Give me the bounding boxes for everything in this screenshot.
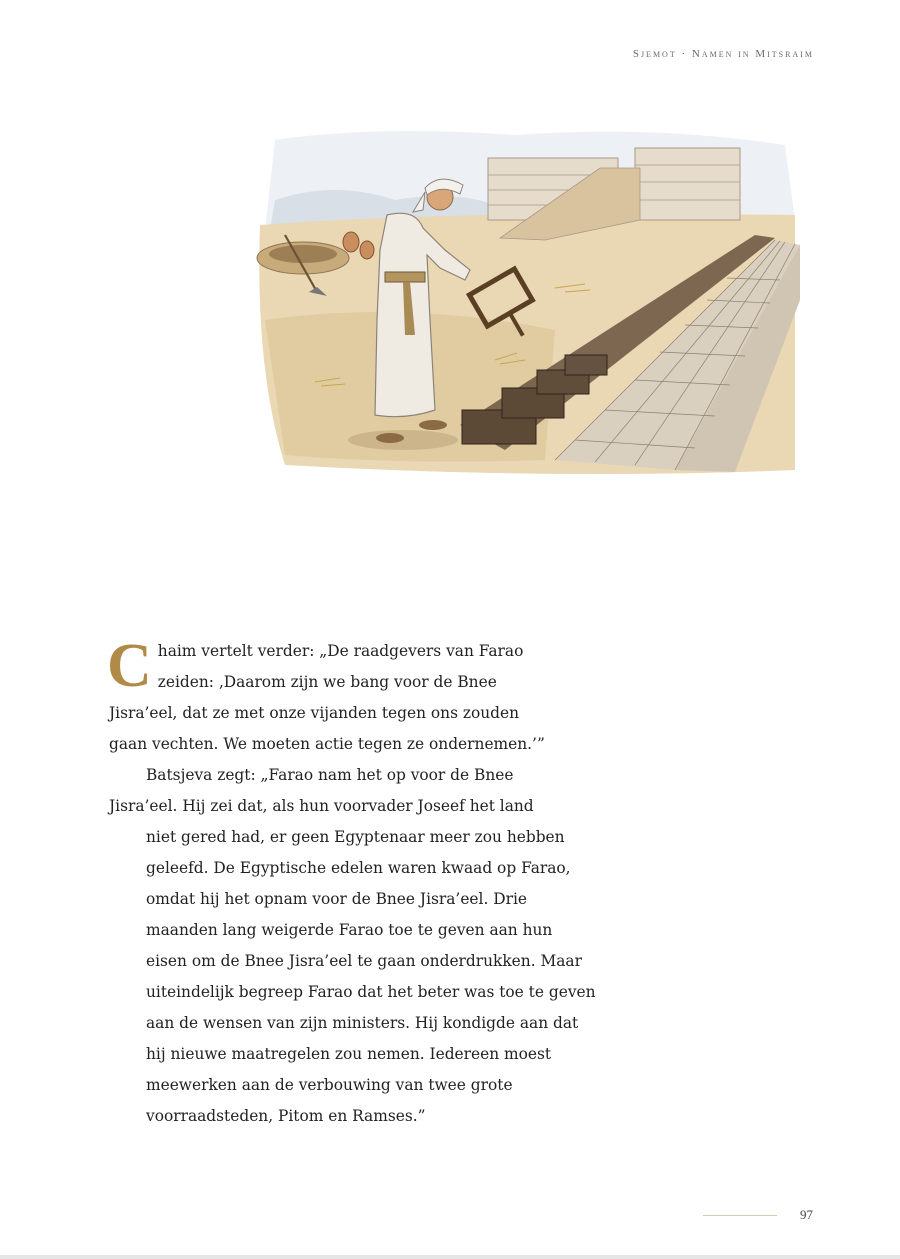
text-line: geleefd. De Egyptische edelen waren kwaad op Farao, [146, 859, 571, 877]
page-bottom-edge [0, 1255, 900, 1259]
text-line: uiteindelijk begreep Farao dat het beter was toe te geven [146, 983, 596, 1001]
text-line: omdat hij het opnam voor de Bnee Jisra’eel. Drie [146, 890, 527, 908]
text-line: voorraadsteden, Pitom en Ramses.” [146, 1107, 426, 1125]
paragraph-2 [109, 760, 596, 1132]
text-line: haim vertelt verder: „De raadgevers van Farao [157, 642, 524, 660]
text-line: zeiden: ‚Daarom zijn we bang voor de Bnee [157, 673, 497, 691]
text-line: gaan vechten. We moeten actie tegen ze ondernemen.’” [109, 735, 545, 753]
body-text [107, 632, 596, 1132]
folio-rule [703, 1215, 777, 1216]
drop-cap: C [107, 632, 152, 700]
page-number: 97 [800, 1207, 813, 1222]
text-line: niet gered had, er geen Egyptenaar meer zou hebben [146, 828, 565, 846]
text-line: maanden lang weigerde Farao toe te geven aan hun [146, 921, 553, 939]
running-head: Sjemot · Namen in Mitsraim [632, 48, 814, 60]
text-line: Jisra’eel. Hij zei dat, als hun voorvader Joseef het land [109, 797, 534, 815]
paragraph-1 [107, 632, 549, 760]
text-line: aan de wensen van zijn ministers. Hij kondigde aan dat [146, 1014, 579, 1032]
text-line: meewerken aan de verbouwing van twee grote [146, 1076, 513, 1094]
text-line: eisen om de Bnee Jisra’eel te gaan onderdrukken. Maar [146, 952, 582, 970]
brickmaker-illustration [255, 120, 800, 480]
text-line: Jisra’eel, dat ze met onze vijanden tegen ons zouden [109, 704, 520, 722]
text-line: Batsjeva zegt: „Farao nam het op voor de Bnee [146, 766, 514, 784]
text-line: hij nieuwe maatregelen zou nemen. Iedereen moest [146, 1045, 552, 1063]
